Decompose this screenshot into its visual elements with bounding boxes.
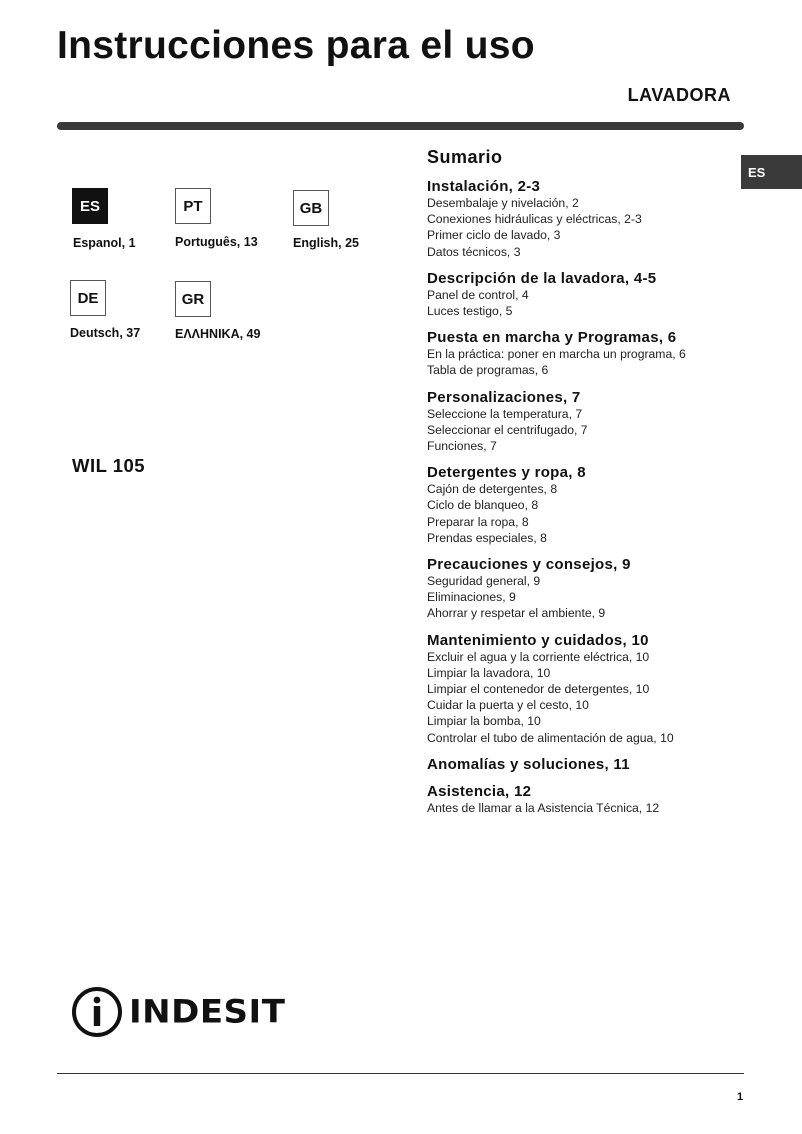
footer-divider [57,1073,744,1074]
language-option-es[interactable] [72,188,108,224]
toc-heading[interactable]: Descripción de la lavadora, 4-5 [427,269,657,287]
toc-item[interactable]: Controlar el tubo de alimentación de agua, 10 [427,730,674,745]
language-label: English, 25 [293,236,359,250]
language-label: Deutsch, 37 [70,326,141,340]
toc-item[interactable]: Cuidar la puerta y el cesto, 10 [427,698,589,713]
language-option-gr[interactable] [175,281,211,317]
toc-section [427,329,737,378]
toc-sections [427,178,737,816]
header-divider-bar [57,122,744,130]
toc-item[interactable]: Eliminaciones, 9 [427,590,516,605]
toc-item[interactable]: En la práctica: poner en marcha un programa, 6 [427,347,686,362]
toc-item[interactable]: Conexiones hidráulicas y eléctricas, 2-3 [427,212,642,227]
toc-heading[interactable]: Asistencia, 12 [427,782,532,800]
toc-item[interactable]: Seguridad general, 9 [427,574,541,589]
language-code: DE [70,280,106,316]
language-code: PT [175,188,211,224]
toc-item[interactable]: Antes de llamar a la Asistencia Técnica, 12 [427,800,660,815]
language-label: Português, 13 [175,235,258,249]
toc-item[interactable]: Seleccione la temperatura, 7 [427,406,583,421]
toc-section [427,783,737,816]
toc-item[interactable]: Panel de control, 4 [427,287,529,302]
language-code: GR [175,281,211,317]
toc-item[interactable]: Excluir el agua y la corriente eléctrica, 10 [427,649,650,664]
toc-item[interactable]: Primer ciclo de lavado, 3 [427,228,561,243]
language-side-tab: ES [741,155,802,189]
language-option-pt[interactable] [175,188,211,224]
toc-title: Sumario [427,147,503,167]
toc-heading[interactable]: Precauciones y consejos, 9 [427,556,631,574]
brand-logo [71,986,285,1038]
indesit-logo-icon [71,986,123,1038]
language-option-gb[interactable] [293,190,329,226]
brand-name: INDESIT [129,993,286,1031]
model-number: WIL 105 [72,455,146,476]
toc-item[interactable]: Limpiar la lavadora, 10 [427,665,551,680]
toc-item[interactable]: Funciones, 7 [427,439,497,454]
toc-item[interactable]: Preparar la ropa, 8 [427,514,529,529]
product-type: LAVADORA [627,85,731,105]
toc-section [427,556,737,622]
language-label: Espanol, 1 [73,236,136,250]
toc-section [427,270,737,319]
toc-heading[interactable]: Instalación, 2-3 [427,178,541,195]
toc-heading[interactable]: Mantenimiento y cuidados, 10 [427,631,649,649]
toc-item[interactable]: Tabla de programas, 6 [427,363,549,378]
toc-heading[interactable]: Personalizaciones, 7 [427,388,581,406]
toc-item[interactable]: Cajón de detergentes, 8 [427,482,558,497]
toc-item[interactable]: Luces testigo, 5 [427,304,513,319]
toc-heading[interactable]: Anomalías y soluciones, 11 [427,755,630,773]
toc-item[interactable]: Desembalaje y nivelación, 2 [427,196,579,210]
toc-item[interactable]: Ciclo de blanqueo, 8 [427,498,539,513]
page-title: Instrucciones para el uso [57,24,535,67]
toc-section [427,178,737,260]
toc-section [427,464,737,546]
toc-section [427,632,737,746]
toc-heading[interactable]: Detergentes y ropa, 8 [427,464,586,482]
toc-item[interactable]: Datos técnicos, 3 [427,244,521,259]
toc-item[interactable]: Ahorrar y respetar el ambiente, 9 [427,606,606,621]
page-number: 1 [737,1091,744,1103]
toc-item[interactable]: Seleccionar el centrifugado, 7 [427,422,588,437]
table-of-contents [427,147,737,826]
toc-section [427,389,737,455]
toc-section [427,756,737,773]
language-label: ΕΛΛΗΝΙΚΑ, 49 [175,327,261,341]
toc-item[interactable]: Limpiar el contenedor de detergentes, 10 [427,682,650,697]
language-option-de[interactable] [70,280,106,316]
language-code: GB [293,190,329,226]
toc-heading[interactable]: Puesta en marcha y Programas, 6 [427,329,677,347]
language-code: ES [72,188,108,224]
toc-item[interactable]: Prendas especiales, 8 [427,530,547,545]
toc-item[interactable]: Limpiar la bomba, 10 [427,714,541,729]
